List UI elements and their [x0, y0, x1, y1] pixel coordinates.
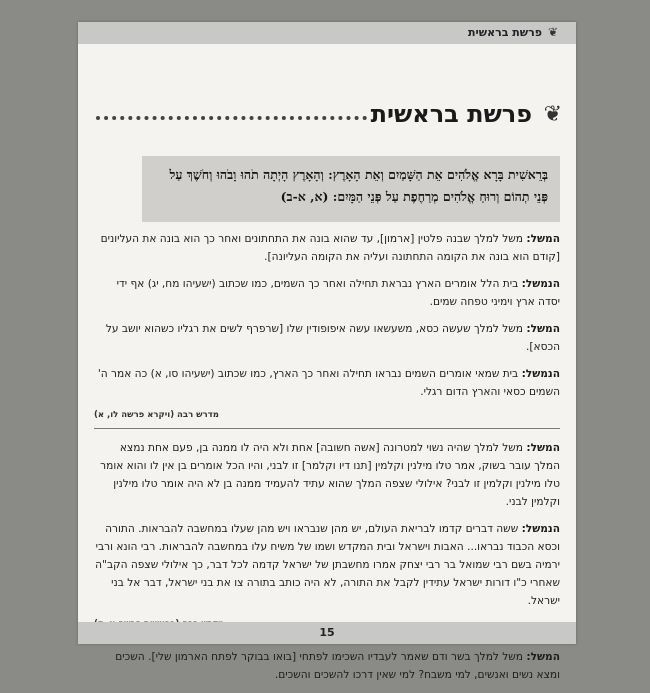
- nimshal-label: הנמשל:: [521, 523, 560, 535]
- chapter-heading: [96, 100, 562, 136]
- nimshal-label: הנמשל:: [521, 278, 560, 290]
- paragraph-text: משל למלך שעשה כסא, משעשאו עשה איפופודין שלו [שרפרף לשים את רגליו כשהוא יושב על הכסא].: [105, 323, 560, 353]
- paragraph: [94, 439, 560, 511]
- paragraph: [94, 520, 560, 610]
- paragraph: [94, 648, 560, 684]
- running-header: [78, 22, 576, 44]
- paragraph: [94, 230, 560, 266]
- fleuron-icon: ❦: [547, 25, 558, 39]
- paragraph-text: בית הלל אומרים הארץ נבראת תחילה ואחר כך השמים, כמו שכתוב (ישעיהו מח, יג) אף ידי יסדה ארץ וימיני טפחה שמים.: [116, 278, 560, 308]
- paragraph-text: משל למלך שהיה נשוי למטרונה [אשה חשובה] אחת ולא היה לו ממנה בן, פעם אחת נמצא המלך עובר בשוק, אמר טלו מילנין וקלמין [תנו דיו וקלמר] זו לבני, והיו הכל אומרים בן אין לו והוא אומר טלו מילנין וקלמין זו לבני? אילולי שצפה המלך שהוא עתיד להעמיד ממנה בן לא היה אומר טלו מילנין וקלמין לבני.: [100, 442, 560, 508]
- mashal-label: המשל:: [526, 442, 560, 454]
- source-citation: מדרש רבה (ויקרא פרשה לו, א): [94, 410, 219, 420]
- verse-text: בְּרֵאשִׁית בָּרָא אֱלֹהִים אֵת הַשָּׁמַיִם וְאֵת הָאָרֶץ: וְהָאָרֶץ הָיְתָה תֹהוּ וָבֹהוּ וְחֹשֶׁךְ עַל פְּנֵי תְהוֹם וְרוּחַ אֱלֹהִים מְרַחֶפֶת עַל פְּנֵי הַמָּיִם: (א, א-ב): [169, 167, 548, 204]
- paragraph: [94, 320, 560, 356]
- paragraph: [94, 275, 560, 311]
- paragraph-text: משל למלך בשר ודם שאמר לעבדיו השכימו לפתחי [בואו בבוקר לפתח הארמון שלי]. השכים ומצא נשים ואנשים, למי משבח? למי שאין דרכו להשכים והשכים.: [115, 651, 560, 681]
- nimshal-label: הנמשל:: [521, 368, 560, 380]
- mashal-label: המשל:: [526, 651, 560, 663]
- paragraph: [94, 365, 560, 401]
- page-number: 15: [319, 626, 335, 639]
- section-divider: [94, 428, 560, 429]
- mashal-label: המשל:: [526, 323, 560, 335]
- mashal-label: המשל:: [526, 233, 560, 245]
- paragraph-text: ששה דברים קדמו לבריאת העולם, יש מהן שנבראו ויש מהן שעלו במחשבה להבראות. התורה וכסא הכבוד נבראו... האבות וישראל ובית המקדש ושמו של משיח עלו במחשבה להבראות. רבי הונא ורבי ירמיה בשם רבי שמואל בר רבי יצחק אמרו מחשבתן של ישראל קדמה לכל דבר, כך אילולי שצפה הקב"ה שאחרי כ"ו דורות ישראל עתידין לקבל את התורה, לא היה כותב בתורה צו את בני ישראל, דבר אל בני ישראל.: [95, 523, 560, 607]
- paragraph-text: בית שמאי אומרים השמים נבראו תחילה ואחר כך הארץ, כמו שכתוב (ישעיהו סו, א) כה אמר ה' השמים כסאי והארץ הדום רגלי.: [97, 368, 560, 398]
- chapter-title: פרשת בראשית: [370, 100, 532, 128]
- paragraph-text: משל למלך שבנה פלטין [ארמון], עד שהוא בונה את התחתונים ואחר כך הוא בונה את העליונים [קודם הוא בונה את הקומה התחתונה ועליה את הקומה העליונה].: [100, 233, 560, 263]
- book-page: [78, 22, 576, 681]
- dotted-rule: [96, 116, 367, 120]
- footer-bar: [78, 622, 576, 644]
- verse-box: [142, 156, 560, 222]
- fleuron-icon: ❦: [543, 102, 562, 127]
- running-title: פרשת בראשית: [468, 26, 542, 39]
